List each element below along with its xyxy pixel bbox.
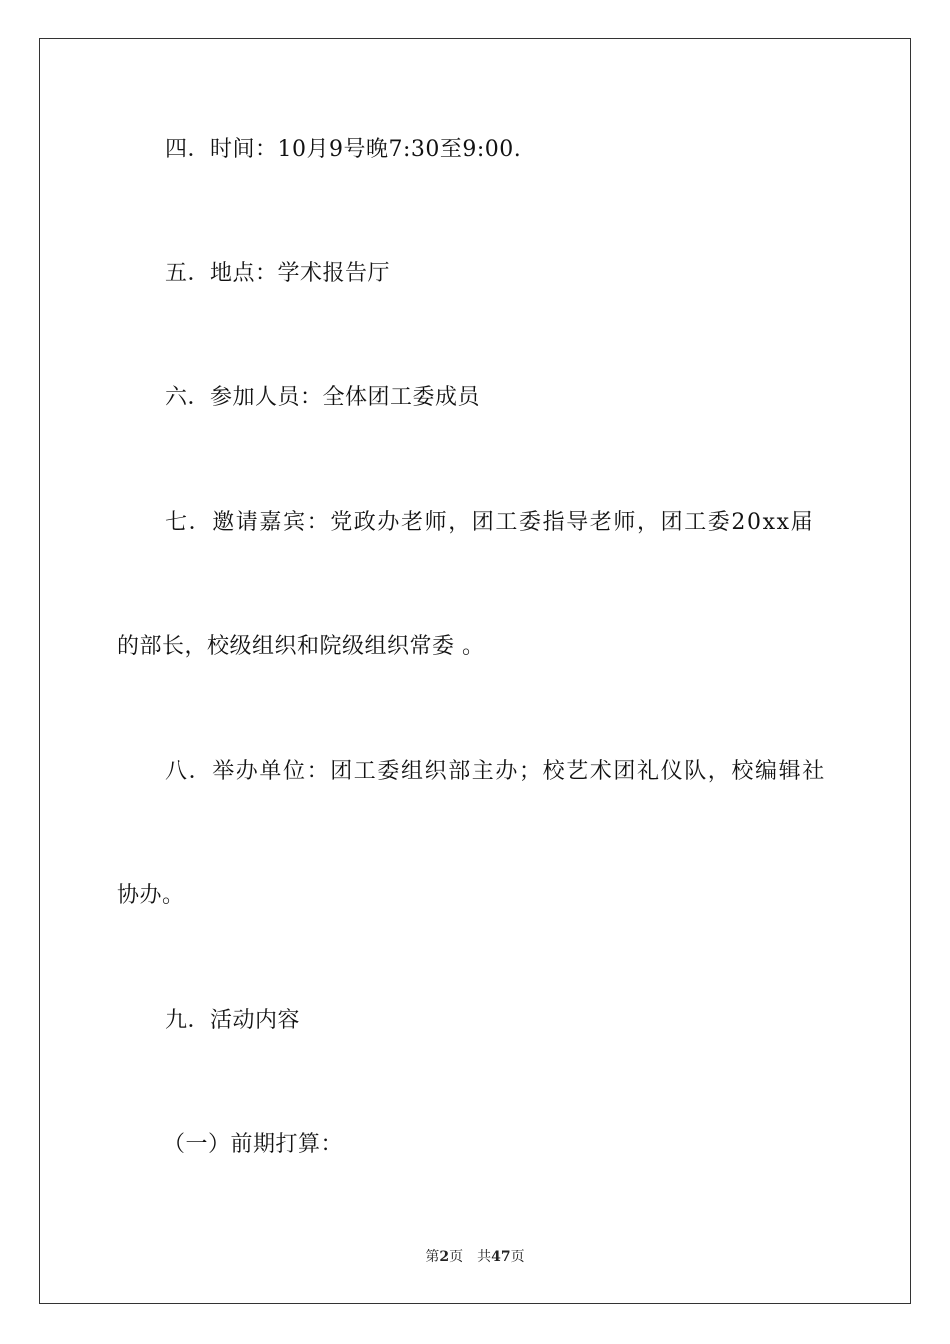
- footer-middle: 页 共: [449, 1249, 492, 1265]
- item-organizers-continued: 协办。: [117, 883, 185, 908]
- page-border: [39, 38, 911, 1304]
- item-guests-continued: 的部长，校级组织和院级组织常委 。: [117, 634, 485, 659]
- item-activity-content: 九．活动内容: [165, 1008, 301, 1033]
- item-organizers: 八．举办单位：团工委组织部主办；校艺术团礼仪队，校编辑社: [165, 759, 826, 784]
- footer-suffix: 页: [510, 1249, 525, 1265]
- footer-current-page: 2: [439, 1249, 450, 1265]
- item-location: 五．地点：学术报告厅: [165, 261, 391, 286]
- item-guests: 七．邀请嘉宾：党政办老师，团工委指导老师，团工委20xx届: [165, 510, 815, 535]
- footer-total-pages: 47: [491, 1249, 511, 1265]
- item-time: 四．时间：10月9号晚7:30至9:00.: [165, 137, 522, 162]
- item-participants: 六．参加人员：全体团工委成员: [165, 385, 481, 410]
- footer-prefix: 第: [425, 1249, 440, 1265]
- subheading-preparation: （一）前期打算：: [163, 1132, 344, 1157]
- page-footer: [0, 1247, 950, 1267]
